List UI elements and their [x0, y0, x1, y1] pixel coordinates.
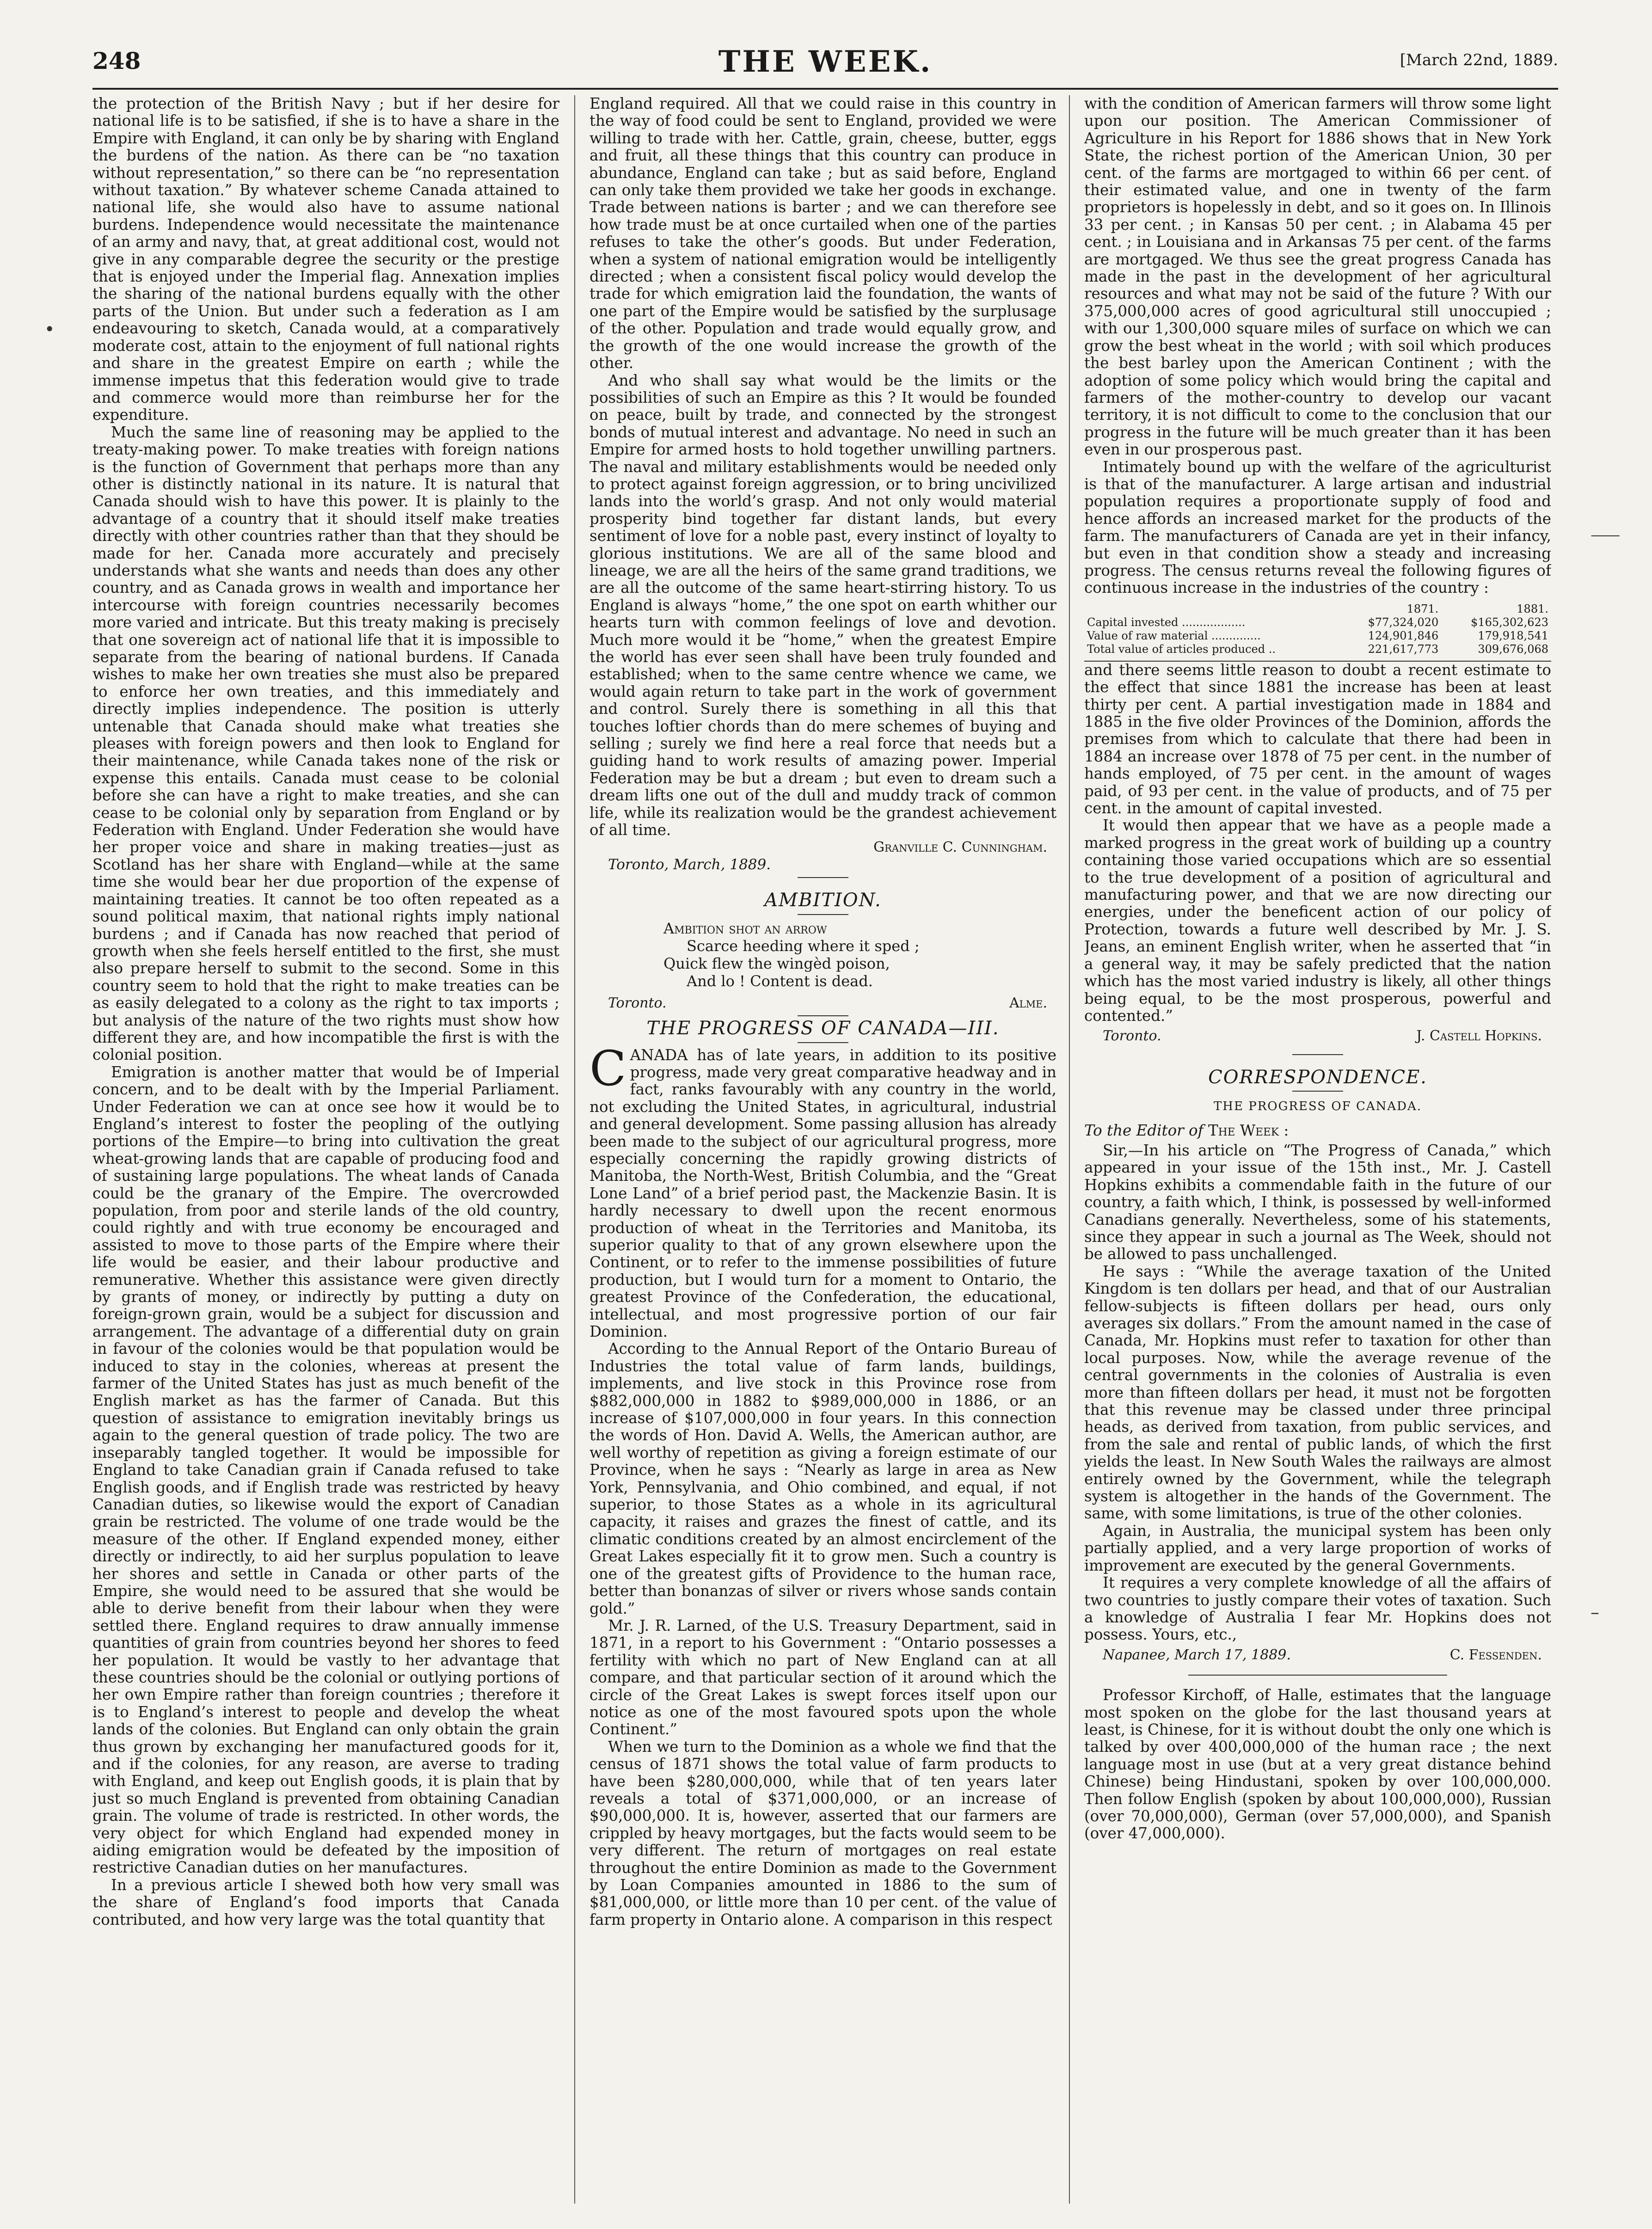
salutation-journal: The Week :: [1208, 1121, 1289, 1139]
poem-author: Alme.: [1009, 995, 1047, 1011]
article-author: Granville C. Cunningham.: [873, 839, 1047, 856]
salutation-prefix: To the Editor of: [1084, 1121, 1204, 1139]
table-cell: 309,676,068: [1478, 642, 1548, 656]
section-rule: [798, 1042, 848, 1043]
table-cell: $77,324,020: [1368, 615, 1439, 629]
section-rule: [1188, 1675, 1447, 1676]
issue-date: [March 22nd, 1889.: [1400, 51, 1558, 69]
table-cell: $165,302,623: [1471, 615, 1548, 629]
margin-mark-icon: •: [44, 319, 55, 339]
letter-signature: [1084, 1646, 1551, 1664]
margin-mark-icon: ⸺: [1591, 524, 1621, 545]
column-divider: [574, 95, 575, 2204]
column-3: [1084, 95, 1551, 2204]
column-1: [92, 95, 559, 2204]
table-header: 1871.: [1406, 602, 1439, 615]
table-row: [1084, 616, 1551, 629]
article-dateline: Toronto, March, 1889.: [608, 856, 771, 873]
drop-cap: C: [590, 1040, 626, 1097]
paragraph: Much the same line of reasoning may be applied to the treaty-making power. To make treaties with foreign nations is the function of Government that perhaps more than any other is distinctly national in its nature. It is natural that Canada should wish to have this power. It is plainly to the advantage of a country that it should itself make treaties directly with other countries rather than that they should be made for her. Canada more accurately and precisely understands what she wants and needs than does any other country, and as Canada grows in wealth and importance her intercourse with foreign countries necessarily becomes more varied and intricate. But this treaty making is precisely that one sovereign act of national life that it is impossible to separate from the bearing of national burdens. If Canada wishes to make her own treaties she must also be prepared to enforce her own treaties, and this immediately and directly implies independence. The position is utterly untenable that Canada should make what treaties she pleases with foreign powers and then look to England for their maintenance, while Canada takes none of the risk or expense this entails. Canada must cease to be colonial before she can have a right to make treaties, and she can cease to be colonial only by separation from England or by Federation with England. Under Federation she would have her proper voice and share in making treaties—just as Scotland has her share with England—while at the same time she would bear her due proportion of the expense of maintaining treaties. It cannot be too often repeated as a sound political maxim, that national rights imply national burdens ; and if Canada has now reached that period of growth when she feels herself entitled to the first, she must also prepare herself to submit to the second. Some in this country seem to hold that the right to make treaties can be as easily delegated to a colony as the right to tax imports ; but analysis of the nature of the two rights must show how different they are, and how incompatible the first is with the colonial position.: [92, 423, 559, 1064]
paragraph: It would then appear that we have as a people made a marked progress in the great work of building up a country containing those varied occupations which are so essential to the true development of a position of agricultural and manufacturing power, and that we are now directing our energies, under the beneficent action of our policy of Protection, towards a future well described by Mr. J. S. Jeans, an eminent English writer, when he asserted that “in a general way, it may be safely predicted that the nation which has the most varied industry is likely, all other things being equal, to be the most prosperous, powerful and contented.”: [1084, 817, 1551, 1025]
table-header-row: [1084, 602, 1551, 616]
poem: [590, 920, 1056, 990]
poem-line: And lo ! Content is dead.: [687, 972, 873, 990]
paragraph: In a previous article I shewed both how very small was the share of England’s food imports that Canada contributed, and how very large was the total quantity that: [92, 1876, 559, 1928]
poem-title: AMBITION.: [764, 890, 882, 911]
page-number: 248: [92, 47, 141, 74]
table-cell: Capital invested ..................: [1087, 615, 1246, 629]
table-cell: 221,617,773: [1368, 642, 1439, 656]
section-rule: [798, 914, 848, 915]
signature-place: Toronto.: [1103, 1028, 1161, 1044]
column-2: [590, 95, 1056, 2204]
signature-name: C. Fessenden.: [1449, 1646, 1542, 1663]
paragraph: the protection of the British Navy ; but if her desire for national life is to be satisfied, if she is to have a share in the Empire with England, it can only be by sharing with England the burdens of the nation. As there can be “no taxation without representation,” so there can be “no representation without taxation.” By whatever scheme Canada attained to national life, she would also have to assume national burdens. Independence would necessitate the maintenance of an army and navy, that, at great additional cost, would not give in any comparable degree the security or the prestige that is enjoyed under the Imperial flag. Annexation implies the sharing of the national burdens equally with the other parts of the Union. But under such a federation as I am endeavouring to sketch, Canada would, at a comparatively moderate cost, attain to the enjoyment of full national rights and share in the greatest Empire on earth ; while the immense impetus that this federation would give to trade and commerce would more than reimburse her for the expenditure.: [92, 95, 559, 424]
poem-line: Scarce heeding where it sped ;: [687, 937, 920, 955]
table-cell: 124,901,846: [1368, 629, 1439, 642]
paragraph: He says : “While the average taxation of the United Kingdom is ten dollars per head, and that of our Australian fellow-subjects is fifteen dollars per head, ours only averages six dollars.” From the amount named in the case of Canada, Mr. Hopkins must refer to taxation for other than local purposes. Now, while the average revenue of the central governments in the colonies of Australia is even more than fifteen dollars per head, it must not be forgotten that this revenue may be classed under three principal heads, as derived from taxation, from public services, and from the sale and rental of public lands, of which the first yields the least. In New South Wales the railways are almost entirely owned by the Government, while the telegraph system is altogether in the hands of the Government. The same, with some limitations, is true of the other colonies.: [1084, 1262, 1551, 1523]
table-cell: Value of raw material ..............: [1087, 629, 1261, 642]
paragraph: And who shall say what would be the limits or the possibilities of such an Empire as this ? It would be founded on peace, built by trade, and connected by the strongest bonds of mutual interest and advantage. No need in such an Empire for armed hosts to hold together unwilling partners. The naval and military establishments would be needed only to protect against foreign aggression, or to bring uncivilized lands into the world’s grasp. And not only would material prosperity bind together far distant lands, but every sentiment of love for a noble past, every instinct of loyalty to glorious institutions. We are all of the same blood and lineage, we are all the heirs of the same grand traditions, we are all the outcome of the same heart-stirring history. To us England is always “home,” the one spot on earth whither our hearts turn with common feelings of love and devotion. Much more would it be “home,” when the greatest Empire the world has ever seen shall have been truly founded and established; when to the same centre whence we came, we would again return to take part in the work of government and control. Surely there is something in all this that touches loftier chords than do mere schemes of buying and selling ; surely we find here a real force that needs but a guiding hand to work results of amazing power. Imperial Federation may be but a dream ; but even to dream such a dream lifts one out of the dull and muddy track of common life, while its realization would be the grandest achievement of all time.: [590, 371, 1056, 839]
paragraph-text: ANADA has of late years, in addition to its positive progress, made very great comparative headway and in fact, ranks favourably with any country in the world, not excluding the United States, in agricultural, industrial and general development. Some passing allusion has already been made to the subject of our agricultural progress, more especially concerning the rapidly growing districts of Manitoba, the North-West, British Columbia, and the “Great Lone Land” of a brief period past, the Mackenzie Basin. It is hardly necessary to dwell upon the recent enormous production of wheat in the Territories and Manitoba, its superior quality to that of any grown elsewhere upon the Continent, or to refer to the immense possibilities of future production, but I would turn for a moment to Ontario, the greatest Province of the Confederation, the educational, intellectual, and most progressive portion of our fair Dominion.: [590, 1046, 1056, 1340]
table-cell: 179,918,541: [1478, 629, 1548, 642]
paragraph: Mr. J. R. Larned, of the U.S. Treasury Department, said in 1871, in a report to his Government : “Ontario possesses a fertility with which no part of New England can at all compare, and that particular section of it around which the circle of the Great Lakes is swept forces itself upon our notice as one of the most favoured spots upon the whole Continent.”: [590, 1616, 1056, 1738]
masthead-title: THE WEEK.: [718, 44, 933, 79]
table-header: [1084, 602, 1341, 616]
poem-place: Toronto.: [608, 995, 667, 1011]
paragraph: Intimately bound up with the welfare of the agriculturist is that of the manufacturer. A large artisan and industrial population requires a proportionate supply of food and hence affords an increased market for the products of the farm. The manufacturers of Canada are yet in their infancy, but even in that condition show a steady and increasing progress. The census returns reveal the following figures of continuous increase in the industries of the country :: [1084, 458, 1551, 597]
section-rule: [798, 877, 848, 878]
section-rule: [1292, 1054, 1343, 1055]
section-rule: [798, 1015, 848, 1016]
letter-heading: THE PROGRESS OF CANADA.: [1213, 1099, 1422, 1114]
signature-name: J. Castell Hopkins.: [1416, 1028, 1542, 1044]
paragraph: [590, 1040, 1056, 1341]
paragraph: and there seems little reason to doubt a recent estimate to the effect that since 1881 the increase has been at least thirty per cent. A partial investigation made in 1884 and 1885 in the five older Provinces of the Dominion, affords the premises from which to calculate that there had been in 1884 an increase over 1878 of 75 per cent. in the number of hands employed, of 75 per cent. in the amount of wages paid, of 93 per cent. in the value of products, and of 75 per cent. in the amount of capital invested.: [1084, 661, 1551, 817]
table-row: [1084, 629, 1551, 643]
paragraph: According to the Annual Report of the Ontario Bureau of Industries the total value of farm lands, buildings, implements, and live stock in this Province rose from $882,000,000 in 1882 to $989,000,000 in 1886, or an increase of $107,000,000 in four years. In this connection the words of Hon. David A. Wells, the American author, are well worthy of repetition as giving a foreign estimate of our Province, when he says : “Nearly as large in area as New York, Pennsylvania, and Ohio combined, and equal, if not superior, to those States as a whole in its agricultural capacity, it raises and grazes the finest of cattle, and its climatic conditions created by an almost encirclement of the Great Lakes especially fit it to grow men. Such a country is one of the greatest gifts of Providence to the human race, better than bonanzas of silver or rivers whose sands contain gold.”: [590, 1340, 1056, 1617]
paragraph: When we turn to the Dominion as a whole we find that the census of 1871 shows the total value of farm products to have been $280,000,000, while that of ten years later reveals a total of $371,000,000, or an increase of $90,000,000. It is, however, asserted that our farmers are crippled by heavy mortgages, but the facts would seem to be very different. The return of mortgages on real estate throughout the entire Dominion as made to the Government by Loan Companies amounted in 1886 to the sum of $81,000,000, or little more than 10 per cent. of the value of farm property in Ontario alone. A comparison in this respect: [590, 1738, 1056, 1928]
column-divider: [1069, 95, 1070, 2204]
section-rule: [1292, 1091, 1343, 1092]
poem-line: Ambition shot an arrow: [663, 919, 827, 937]
paragraph: It requires a very complete knowledge of all the affairs of two countries to justly compare their votes of taxation. Such a knowledge of Australia I fear Mr. Hopkins does not possess. Yours, etc.,: [1084, 1574, 1551, 1644]
poem-line: Quick flew the wingèd poison,: [663, 954, 890, 972]
paragraph: Emigration is another matter that would be of Imperial concern, and to be dealt with by the Imperial Parliament. Under Federation we can at once see how it would be to England’s interest to foster the peopling of the outlying portions of the Empire—to bring into cultivation the great wheat-growing lands that are capable of producing food and of sustaining large populations. The wheat lands of Canada could be the granary of the Empire. The overcrowded population, from poor and sterile lands of the old country, could rightly and with true economy be encouraged and assisted to move to those parts of the Empire where their life would be easier, and their labour productive and remunerative. Whether this assistance were given directly by grants of money, or indirectly by putting a duty on foreign-grown grain, would be a subject for discussion and arrangement. The advantage of a differential duty on grain in favour of the colonies would be that population would be induced to stay in the colonies, whereas at present the farmer of the United States has just as much benefit of the English market as has the farmer of Canada. But this question of assistance to emigration inevitably brings us again to the general question of trade policy. The two are inseparably tangled together. It would be impossible for England to take Canadian grain if Canada refused to take English goods, and if English trade was restricted by heavy Canadian duties, so likewise would the export of Canadian grain be restricted. The volume of one trade would be the measure of the other. If England expended money, either directly or indirectly, to aid her surplus population to leave her shores and settle in Canada or other parts of the Empire, she would need to be assured that she would be able to derive benefit from their labour when they were settled there. England requires to draw annually immense quantities of grain from countries beyond her shores to feed her population. It would be vastly to her advantage that these countries should be the colonial or outlying portions of her own Empire rather than foreign countries ; therefore it is to England’s interest to people and develop the wheat lands of the colonies. But England can only obtain the grain thus grown by exchanging her manufactured goods for it, and if the colonies, for any reason, are averse to trading with England, and keep out English goods, it is plain that by just so much England is prevented from obtaining Canadian grain. The volume of trade is restricted. In other words, the very object for which England had expended money in aiding emigration would be defeated by the imposition of restrictive Canadian duties on her manufactures.: [92, 1063, 559, 1877]
paragraph: Sir,—In his article on “The Progress of Canada,” which appeared in your issue of the 15th inst., Mr. J. Castell Hopkins exhibits a commendable faith in the future of our country, a faith which, I think, is possessed by well-informed Canadians generally. Nevertheless, some of his statements, since they appear in such a journal as The Week, should not be allowed to pass unchallenged.: [1084, 1141, 1551, 1263]
header-rule: [92, 88, 1558, 90]
signature-place: Napanee, March 17, 1889.: [1103, 1646, 1291, 1663]
poem-signature: [590, 995, 1056, 1012]
paragraph: with the condition of American farmers will throw some light upon our position. The American Commissioner of Agriculture in his Report for 1886 shows that in New York State, the richest portion of the American Union, 30 per cent. of the farms are mortgaged to within 66 per cent. of their estimated value, and one in twenty of the farm proprietors is hopelessly in debt, and so it goes on. In Illinois 33 per cent. ; in Kansas 50 per cent. ; in Alabama 45 per cent. ; in Louisiana and in Arkansas 75 per cent. of the farms are mortgaged. We thus see the great progress Canada has made in the past in the development of her agricultural resources and what may not be said of the future ? With our 375,000,000 acres of good agricultural still unoccupied ; with our 1,300,000 square miles of surface on which we can grow the best wheat in the world ; with soil which produces the best barley upon the American Continent ; with the adoption of some policy which would bring the capital and farmers of the mother-country to develop our vacant territory, it is not difficult to come to the conclusion that our progress in the future will be much greater than it has been even in our prosperous past.: [1084, 95, 1551, 459]
table-row: [1084, 643, 1551, 656]
margin-mark-icon: –: [1591, 1602, 1599, 1622]
page-header: [92, 44, 1558, 81]
article-title: THE PROGRESS OF CANADA—III.: [646, 1018, 1000, 1039]
table-cell: Total value of articles produced ..: [1087, 642, 1276, 656]
section-title: CORRESPONDENCE.: [1208, 1066, 1427, 1088]
paragraph: Professor Kirchoff, of Halle, estimates that the language most spoken on the globe for the last thousand years at least, is Chinese, for it is without doubt the only one which is talked by over 400,000,000 of the human race ; the next language most in use (but at a very great distance behind Chinese) being Hindustani, spoken by over 100,000,000. Then follow English (spoken by about 100,000,000), Russian (over 70,000,000), German (over 57,000,000), and Spanish (over 47,000,000).: [1084, 1686, 1551, 1842]
letter-salutation: [1084, 1122, 1551, 1139]
statistics-table: [1084, 602, 1551, 656]
paragraph: Again, in Australia, the municipal system has been only partially applied, and a very large proportion of works of improvement are executed by the general Governments.: [1084, 1522, 1551, 1574]
paragraph: England required. All that we could raise in this country in the way of food could be sent to England, provided we were willing to trade with her. Cattle, grain, cheese, butter, eggs and fruit, all these things that this country can produce in abundance, England can take ; but as said before, England can only take them provided we take her goods in exchange. Trade between nations is barter ; and we can therefore see how trade must be at once curtailed when one of the parties refuses to take the other’s goods. But under Federation, when a system of national emigration would be intelligently directed ; when a consistent fiscal policy would develop the trade for which emigration laid the foundation, the wants of one part of the Empire would be satisfied by the surplusage of the other. Population and trade would equally grow, and the growth of the one would increase the growth of the other.: [590, 95, 1056, 372]
table-header: 1881.: [1517, 602, 1548, 615]
article-signature: [1084, 1027, 1551, 1044]
